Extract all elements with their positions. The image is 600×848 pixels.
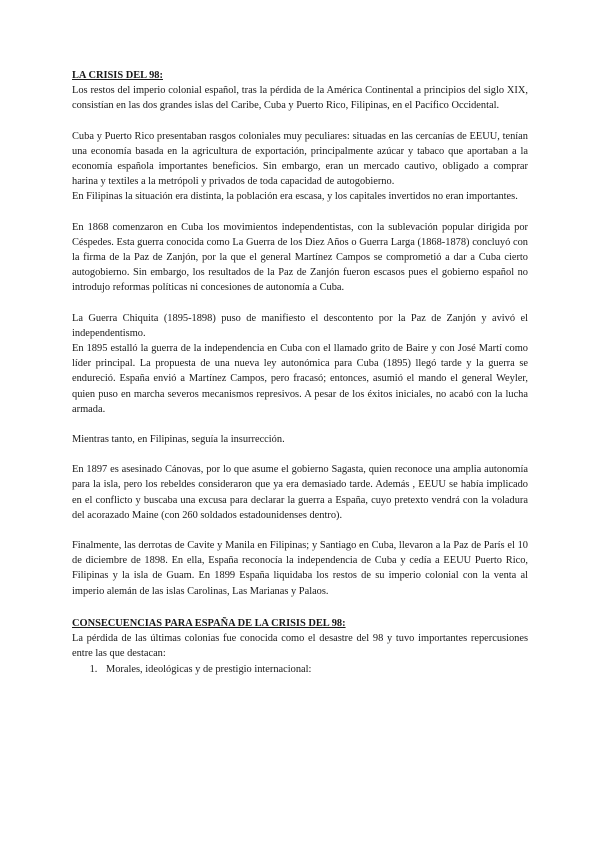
paragraph-filipinas: En Filipinas la situación era distinta, la población era escasa, y los capitales invertidos no eran importantes. bbox=[72, 191, 518, 203]
paragraph-colonial-remains: Los restos del imperio colonial español, tras la pérdida de la América Continental a principios del siglo XIX, consistían en las dos grandes islas del Caribe, Cuba y Puerto Rico, Filipinas, en el Pacífico Occidental. bbox=[72, 85, 528, 112]
paragraph-independence-war: En 1895 estalló la guerra de la independencia en Cuba con el llamado grito de Baire y con José Martí como líder principal. La propuesta de una nueva ley autonómica para Cuba (1895) llegó tarde y la guerra se endureció. España envió a Martínez Campos, pero fracasó; entonces, asumió el mando el general Weyler, quien puso en marcha severos mecanismos represivos. A pesar de los éxitos iniciales, no acabó con la lucha armada. bbox=[72, 343, 528, 415]
paragraph-guerra-larga: En 1868 comenzaron en Cuba los movimientos independentistas, con la sublevación popular dirigida por Céspedes. Esta guerra conocida como La Guerra de los Diez Años o Guerra Larga (1868-1878) concluyó con la firma de la Paz de Zanjón, por la que el general Martínez Campos se comprometió a dar a Cuba cierto autogobierno. Sin embargo, los resultados de la Paz de Zanjón fueron escasos pues el gobierno español no introdujo reformas políticas ni concesiones de autonomía a Cuba. bbox=[72, 221, 528, 294]
consequences-list bbox=[72, 662, 528, 677]
paragraph-filipinas-insurrection: Mientras tanto, en Filipinas, seguía la insurrección. bbox=[72, 434, 285, 446]
paragraph-canovas-maine: En 1897 es asesinado Cánovas, por lo que asume el gobierno Sagasta, quien reconoce una amplia autonomía para la isla, pero los rebeldes consideraron que ya era demasiado tarde. Además , EEUU se había implicado en el conflicto y buscaba una excusa para declarar la guerra a España, cuyo pretexto vendrá con la voladura del acorazado Maine (con 260 soldados estadounidenses dentro). bbox=[72, 464, 528, 521]
document-page bbox=[72, 68, 528, 677]
list-item: 1. Morales, ideológicas y de prestigio internacional: bbox=[100, 662, 528, 677]
paragraph-consequences-intro: La pérdida de las últimas colonias fue conocida como el desastre del 98 y tuvo importantes repercusiones entre las que destacan: bbox=[72, 633, 528, 660]
paragraph-paz-de-paris: Finalmente, las derrotas de Cavite y Manila en Filipinas; y Santiago en Cuba, llevaron a la Paz de París el 10 de diciembre de 1898. En ella, España reconocía la independencia de Cuba y cedía a EEUU Puerto Rico, Filipinas y la isla de Guam. En 1899 España liquidaba los restos de su imperio colonial con la venta al imperio alemán de las islas Carolinas, Las Marianas y Palaos. bbox=[72, 540, 528, 597]
section-heading-crisis: LA CRISIS DEL 98: bbox=[72, 70, 163, 81]
paragraph-guerra-chiquita: La Guerra Chiquita (1895-1898) puso de manifiesto el descontento por la Paz de Zanjón y avivó el independentismo. bbox=[72, 312, 528, 339]
section-heading-consecuencias: CONSECUENCIAS PARA ESPAÑA DE LA CRISIS DEL 98: bbox=[72, 617, 346, 629]
paragraph-cuba-puerto-rico: Cuba y Puerto Rico presentaban rasgos coloniales muy peculiares: situadas en las cercanías de EEUU, tenían una economía basada en la agricultura de exportación, principalmente azúcar y tabaco que aportaban a la economía española importantes beneficios. Sin embargo, eran un mercado cautivo, obligado a comprar harina y textiles a la metrópoli y privados de toda capacidad de autogobierno. bbox=[72, 130, 528, 188]
